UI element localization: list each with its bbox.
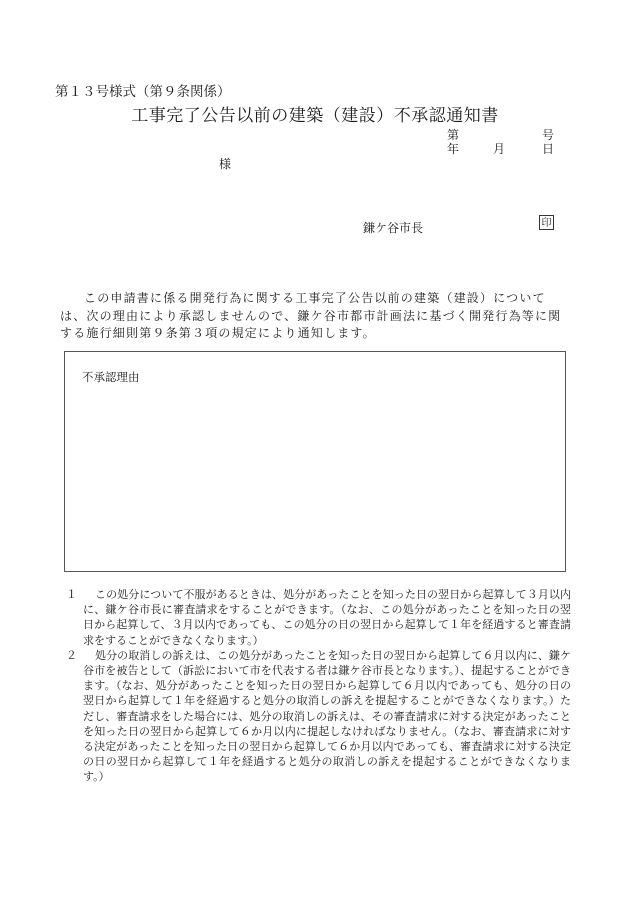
document-title: 工事完了公告以前の建築（建設）不承認通知書 xyxy=(131,106,499,126)
sender-name: 鎌ケ谷市長 xyxy=(363,221,424,235)
date-month-label: 月 xyxy=(493,142,506,156)
seal-mark: 印 xyxy=(539,215,554,230)
date-day-label: 日 xyxy=(542,142,555,156)
document-number-suffix: 号 xyxy=(542,128,555,142)
note-item xyxy=(66,648,571,785)
form-number: 第１３号様式（第９条関係） xyxy=(55,84,231,100)
recipient-suffix: 様 xyxy=(219,157,232,171)
note-text: この処分について不服があるときは、処分があったことを知った日の翌日から起算して３月以内に、鎌ケ谷市長に審査請求をすることができます。（なお、この処分があったことを知った日の翌日から起算して、３月以内であっても、この処分の日の翌日から起算して１年を経過すると審査請求をすることができなくなります。） xyxy=(83,588,571,647)
notes-list xyxy=(66,587,571,785)
document-number-prefix: 第 xyxy=(447,128,460,142)
note-text: 処分の取消しの訴えは、この処分があったことを知った日の翌日から起算して６月以内に、鎌ケ谷市を被告として（訴訟において市を代表する者は鎌ケ谷市長となります。）、提起することができます。（なお、処分があったことを知った日の翌日から起算して６月以内であっても、処分の日の翌日から起算して１年を経過すると処分の取消しの訴えを提起することができなくなります。）ただし、審査請求をした場合には、処分の取消しの訴えは、その審査請求に対する決定があったことを知った日の翌日から起算して６か月以内に提起しなければなりません。（なお、審査請求に対する決定があったことを知った日の翌日から起算して６か月以内であっても、審査請求に対する決定の日の翌日から起算して１年を経過すると処分の取消しの訴えを提起することができなくなります。） xyxy=(83,648,571,784)
note-number: ２ xyxy=(66,648,77,662)
reason-label: 不承認理由 xyxy=(82,370,140,384)
date-year-label: 年 xyxy=(447,142,460,156)
note-number: １ xyxy=(66,588,77,601)
note-item xyxy=(66,587,571,648)
notice-paragraph: この申請書に係る開発行為に関する工事完了公告以前の建築（建設）については、次の理由により承認しませんので、鎌ケ谷市都市計画法に基づく開発行為等に関する施行細則第９条第３項の規定により通知します。 xyxy=(60,291,562,340)
